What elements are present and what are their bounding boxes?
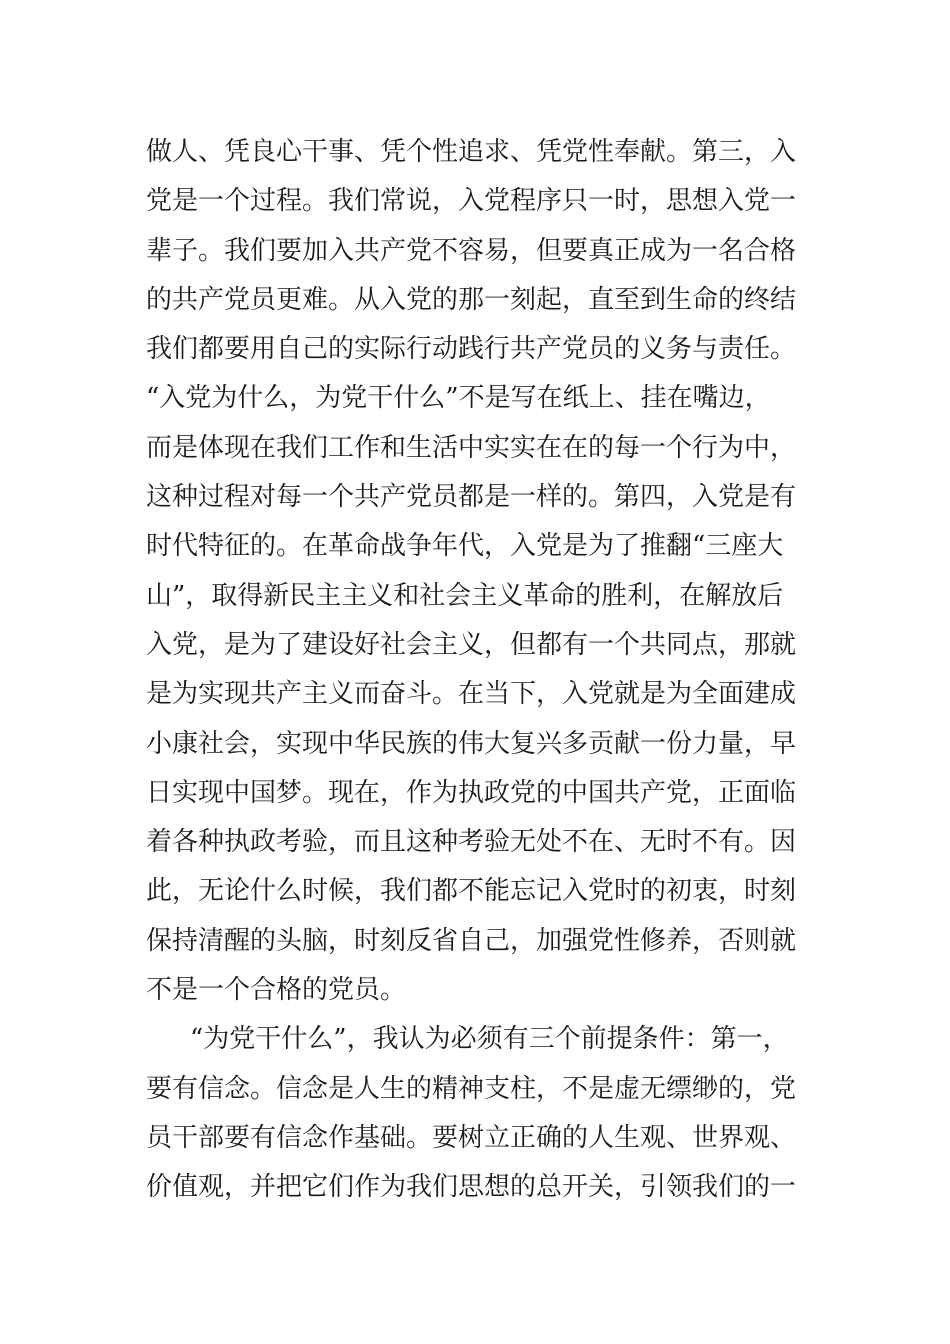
text-line: 要有信念。信念是人生的精神支柱，不是虚无缥缈的，党 <box>146 1073 797 1104</box>
paragraph-2 <box>146 1015 816 1212</box>
text-line: 党是一个过程。我们常说，入党程序只一时，思想入党一 <box>146 186 797 217</box>
text-line: 价值观，并把它们作为我们思想的总开关，引领我们的一 <box>146 1172 797 1203</box>
text-line: 此，无论什么时候，我们都不能忘记入党时的初衷，时刻 <box>146 876 797 907</box>
text-line: 辈子。我们要加入共产党不容易，但要真正成为一名合格 <box>146 235 797 266</box>
text-line: 做人、凭良心干事、凭个性追求、凭党性奉献。第三，入 <box>146 137 797 167</box>
text-line: 小康社会，实现中华民族的伟大复兴多贡献一份力量，早 <box>146 728 797 759</box>
text-line: 日实现中国梦。现在，作为执政党的中国共产党，正面临 <box>146 777 797 808</box>
text-line: 是为实现共产主义而奋斗。在当下，入党就是为全面建成 <box>146 679 797 710</box>
text-line: 不是一个合格的党员。 <box>146 975 407 1006</box>
text-line: 着各种执政考验，而且这种考验无处不在、无时不有。因 <box>146 827 797 858</box>
text-line: 的共产党员更难。从入党的那一刻起，直至到生命的终结 <box>146 284 797 315</box>
text-line: 入党，是为了建设好社会主义，但都有一个共同点，那就 <box>146 629 797 660</box>
text-line: 而是体现在我们工作和生活中实实在在的每一个行为中， <box>146 432 797 463</box>
document-body <box>146 128 816 1213</box>
text-line: 保持清醒的头脑，时刻反省自己，加强党性修养，否则就 <box>146 925 797 956</box>
text-line: “为党干什么”，我认为必须有三个前提条件：第一， <box>190 1024 789 1055</box>
text-line: 我们都要用自己的实际行动践行共产党员的义务与责任。 <box>146 334 797 365</box>
text-line: 时代特征的。在革命战争年代，入党是为了推翻“三座大 <box>146 531 784 562</box>
paragraph-1 <box>146 128 816 1015</box>
text-line: 山”，取得新民主主义和社会主义革命的胜利，在解放后 <box>146 580 784 611</box>
text-line: 员干部要有信念作基础。要树立正确的人生观、世界观、 <box>146 1122 797 1153</box>
text-line: “入党为什么，为党干什么”不是写在纸上、挂在嘴边， <box>146 383 771 414</box>
text-line: 这种过程对每一个共产党员都是一样的。第四，入党是有 <box>146 482 797 513</box>
